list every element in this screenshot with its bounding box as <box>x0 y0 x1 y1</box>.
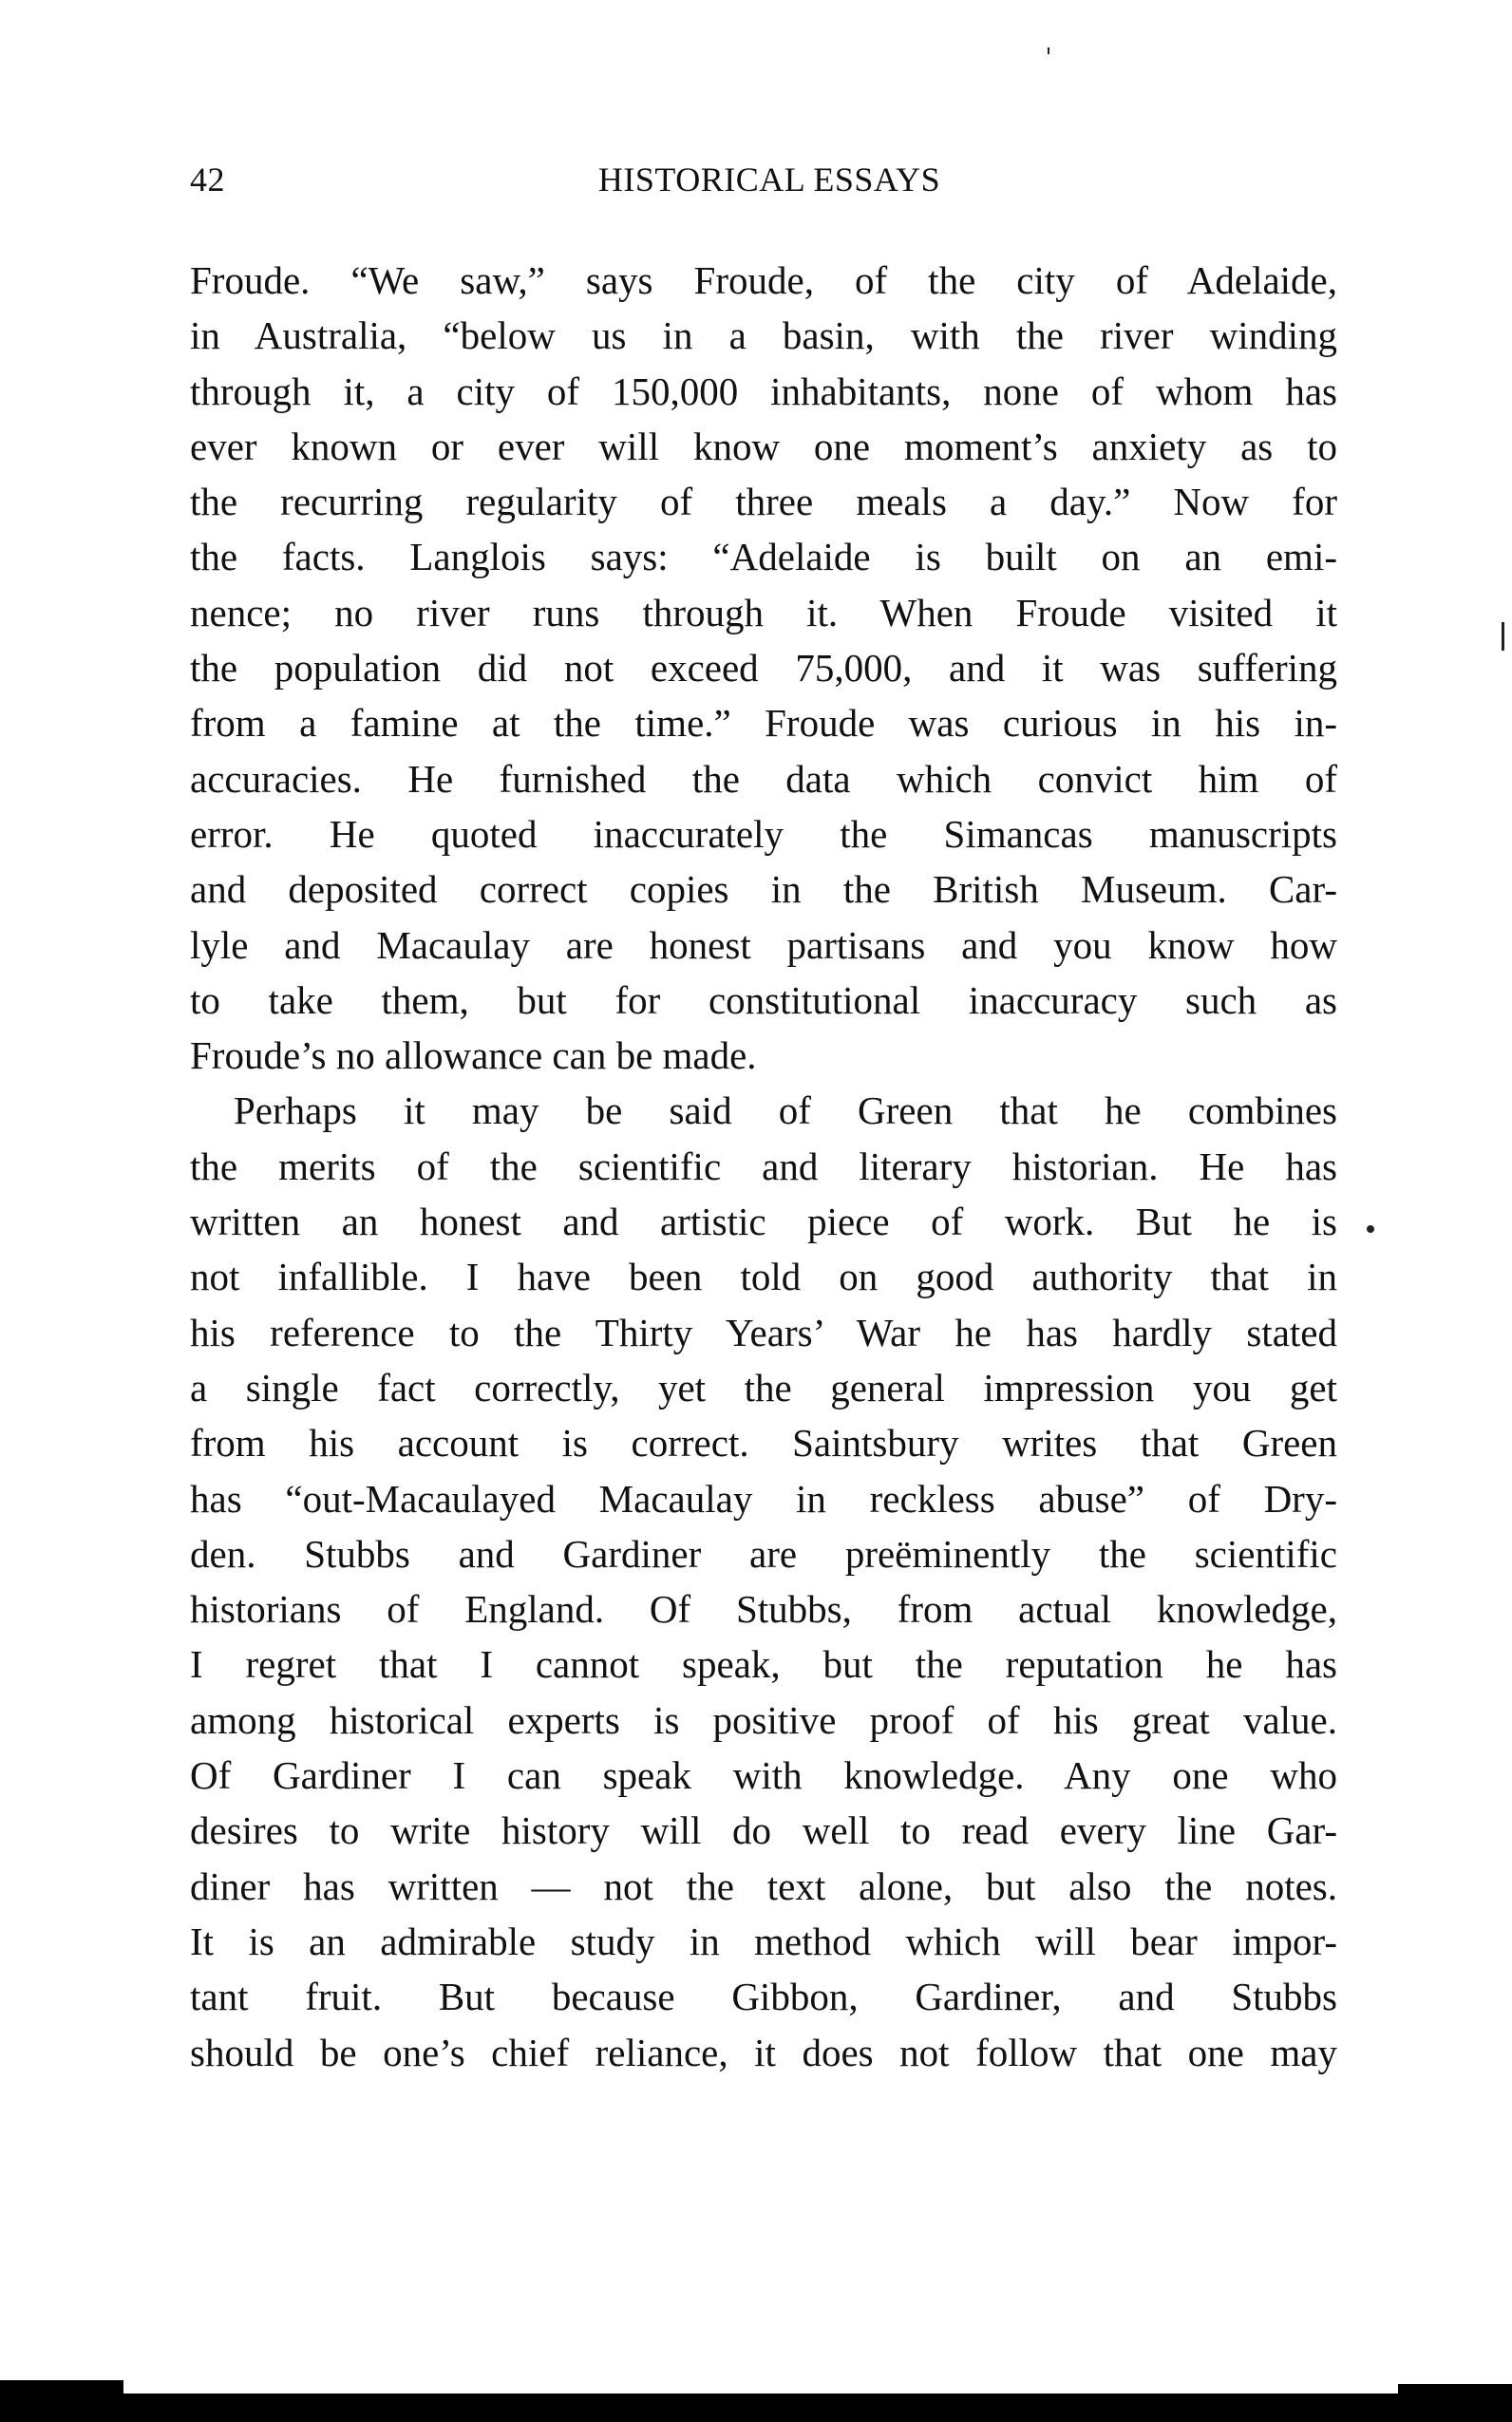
paragraph-1 <box>190 253 1337 1083</box>
text-line: Of Gardiner I can speak with knowledge. Any one who <box>190 1753 1337 1798</box>
text-line: Froude’s no allowance can be made. <box>190 1033 757 1078</box>
page-number: 42 <box>190 161 225 199</box>
page-body <box>190 253 1337 2080</box>
scan-edge-band <box>0 2380 123 2422</box>
text-line: the recurring regularity of three meals a day.” Now for <box>190 480 1337 524</box>
text-line: historians of England. Of Stubbs, from actual knowledge, <box>190 1587 1337 1632</box>
text-line: the population did not exceed 75,000, and it was suffering <box>190 646 1337 691</box>
text-line: lyle and Macaulay are honest partisans and you know how <box>190 922 1337 967</box>
text-line: Perhaps it may be said of Green that he combines <box>234 1088 1337 1133</box>
text-line: and deposited correct copies in the British Museum. Car- <box>190 867 1337 912</box>
text-line: among historical experts is positive proof of his great value. <box>190 1697 1337 1742</box>
text-line: error. He quoted inaccurately the Simancas manuscripts <box>190 811 1337 856</box>
text-line: nence; no river runs through it. When Froude visited it <box>190 590 1337 634</box>
scan-speck <box>1367 1225 1374 1233</box>
scan-speck <box>1048 47 1049 54</box>
text-line: a single fact correctly, yet the general impression you get <box>190 1365 1337 1410</box>
text-line: has “out-Macaulayed Macaulay in reckless abuse” of Dry- <box>190 1476 1337 1521</box>
running-head: HISTORICAL ESSAYS <box>597 161 941 199</box>
text-line: It is an admirable study in method which will bear impor- <box>190 1919 1337 1963</box>
text-line: den. Stubbs and Gardiner are preëminently the scientific <box>190 1531 1337 1576</box>
text-line: should be one’s chief reliance, it does not follow that one may <box>190 2030 1337 2074</box>
text-line: I regret that I cannot speak, but the reputation he has <box>190 1642 1337 1687</box>
scan-edge-band <box>0 2394 1512 2422</box>
text-line: from his account is correct. Saintsbury writes that Green <box>190 1421 1337 1466</box>
text-line: not infallible. I have been told on good authority that in <box>190 1255 1337 1299</box>
text-line: accuracies. He furnished the data which convict him of <box>190 756 1337 801</box>
text-line: to take them, but for constitutional inaccuracy such as <box>190 977 1337 1022</box>
text-line: through it, a city of 150,000 inhabitants, none of whom has <box>190 369 1337 413</box>
text-line: Froude. “We saw,” says Froude, of the city of Adelaide, <box>190 258 1337 302</box>
text-line: ever known or ever will know one moment’s anxiety as to <box>190 424 1337 468</box>
paragraph-2 <box>190 1083 1337 2079</box>
scan-edge-band <box>1398 2384 1512 2422</box>
text-line: the merits of the scientific and literary historian. He has <box>190 1144 1337 1188</box>
text-line: from a famine at the time.” Froude was curious in his in- <box>190 701 1337 746</box>
text-line: the facts. Langlois says: “Adelaide is built on an emi- <box>190 535 1337 579</box>
text-line: diner has written — not the text alone, but also the notes. <box>190 1864 1337 1908</box>
text-line: his reference to the Thirty Years’ War he has hardly stated <box>190 1310 1337 1354</box>
scan-speck <box>1502 622 1504 651</box>
text-line: tant fruit. But because Gibbon, Gardiner, and Stubbs <box>190 1975 1337 2019</box>
text-line: desires to write history will do well to read every line Gar- <box>190 1808 1337 1853</box>
text-line: written an honest and artistic piece of work. But he is <box>190 1200 1337 1244</box>
text-line: in Australia, “below us in a basin, with the river winding <box>190 313 1337 358</box>
